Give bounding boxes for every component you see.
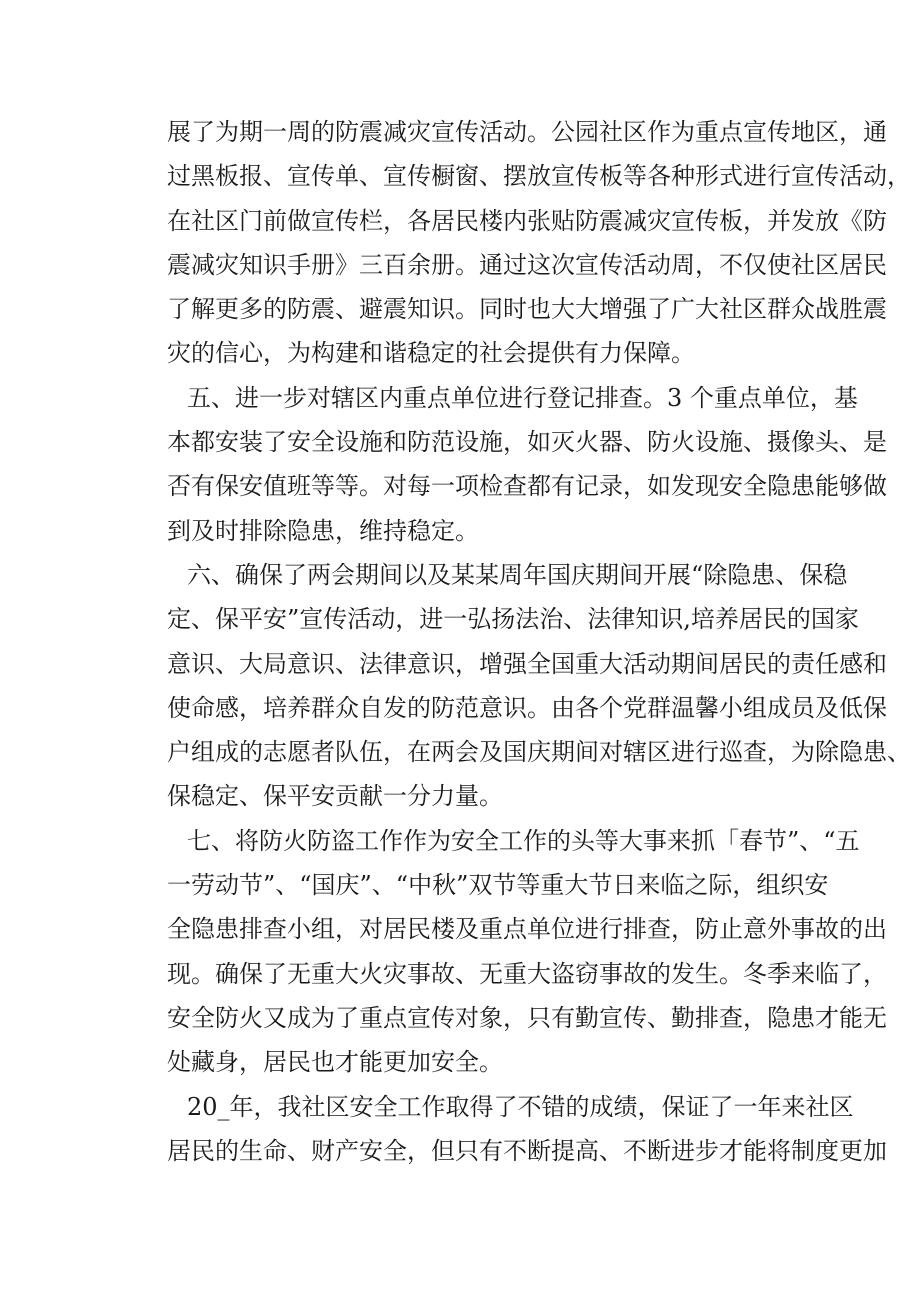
paragraph-eight (167, 1085, 887, 1174)
text-line: 一劳动节”、“国庆”、“中秋”双节等重大节日来临之际，组织安 (167, 871, 829, 900)
text-line: 六、确保了两会期间以及某某周年国庆期间开展“除隐患、保稳 (187, 560, 848, 589)
text-line: 七、将防火防盗工作作为安全工作的头等大事来抓「春节”、“五 (187, 826, 860, 855)
text-line: 震减灾知识手册》三百余册。通过这次宣传活动周，不仅使社区居民 (167, 250, 887, 279)
text-line: 本都安装了安全设施和防范设施，如灭火器、防火设施、摄像头、是 (167, 428, 887, 457)
text-line: 20_年，我社区安全工作取得了不错的成绩，保证了一年来社区 (187, 1092, 854, 1121)
text-line: 到及时排除隐患，维持稳定。 (167, 516, 479, 545)
text-line: 处藏身，居民也才能更加安全。 (167, 1048, 503, 1077)
text-line: 安全防火又成为了重点宣传对象，只有勤宣传、勤排查，隐患才能无 (167, 1003, 887, 1032)
text-line: 定、保平安”宣传活动，进一弘扬法治、法律知识,培养居民的国家 (167, 605, 859, 634)
text-line: 保稳定、保平安贡献一分力量。 (167, 782, 503, 811)
text-line: 否有保安值班等等。对每一项检查都有记录，如发现安全隐患能够做 (167, 472, 887, 501)
text-line: 在社区门前做宣传栏，各居民楼内张贴防震减灾宣传板，并发放《防 (167, 206, 887, 235)
text-line: 灾的信心，为构建和谐稳定的社会提供有力保障。 (167, 339, 695, 368)
text-line: 意识、大局意识、法律意识，增强全国重大活动期间居民的责任感和 (167, 649, 887, 678)
text-line: 五、进一步对辖区内重点单位进行登记排查。3 个重点单位，基 (187, 383, 858, 412)
text-line: 展了为期一周的防震减灾宣传活动。公园社区作为重点宣传地区，通 (167, 118, 887, 146)
body-text (167, 110, 911, 1173)
text-line: 了解更多的防震、避震知识。同时也大大增强了广大社区群众战胜震 (167, 295, 887, 324)
text-line: 全隐患排查小组，对居民楼及重点单位进行排查，防止意外事故的出 (167, 915, 887, 944)
text-line: 户组成的志愿者队伍，在两会及国庆期间对辖区进行巡查，为除隐患、 (167, 738, 911, 767)
text-line: 过黑板报、宣传单、宣传橱窗、摆放宣传板等各种形式进行宣传活动， (167, 162, 911, 191)
paragraph-seven (167, 819, 887, 1085)
text-line: 居民的生命、财产安全，但只有不断提高、不断进步才能将制度更加 (167, 1136, 887, 1165)
paragraph-five (167, 376, 887, 553)
text-line: 使命感，培养群众自发的防范意识。由各个党群温馨小组成员及低保 (167, 693, 887, 722)
paragraph-six (167, 553, 911, 819)
paragraph-continued (167, 110, 911, 376)
text-line: 现。确保了无重大火灾事故、无重大盗窃事故的发生。冬季来临了， (167, 959, 887, 988)
